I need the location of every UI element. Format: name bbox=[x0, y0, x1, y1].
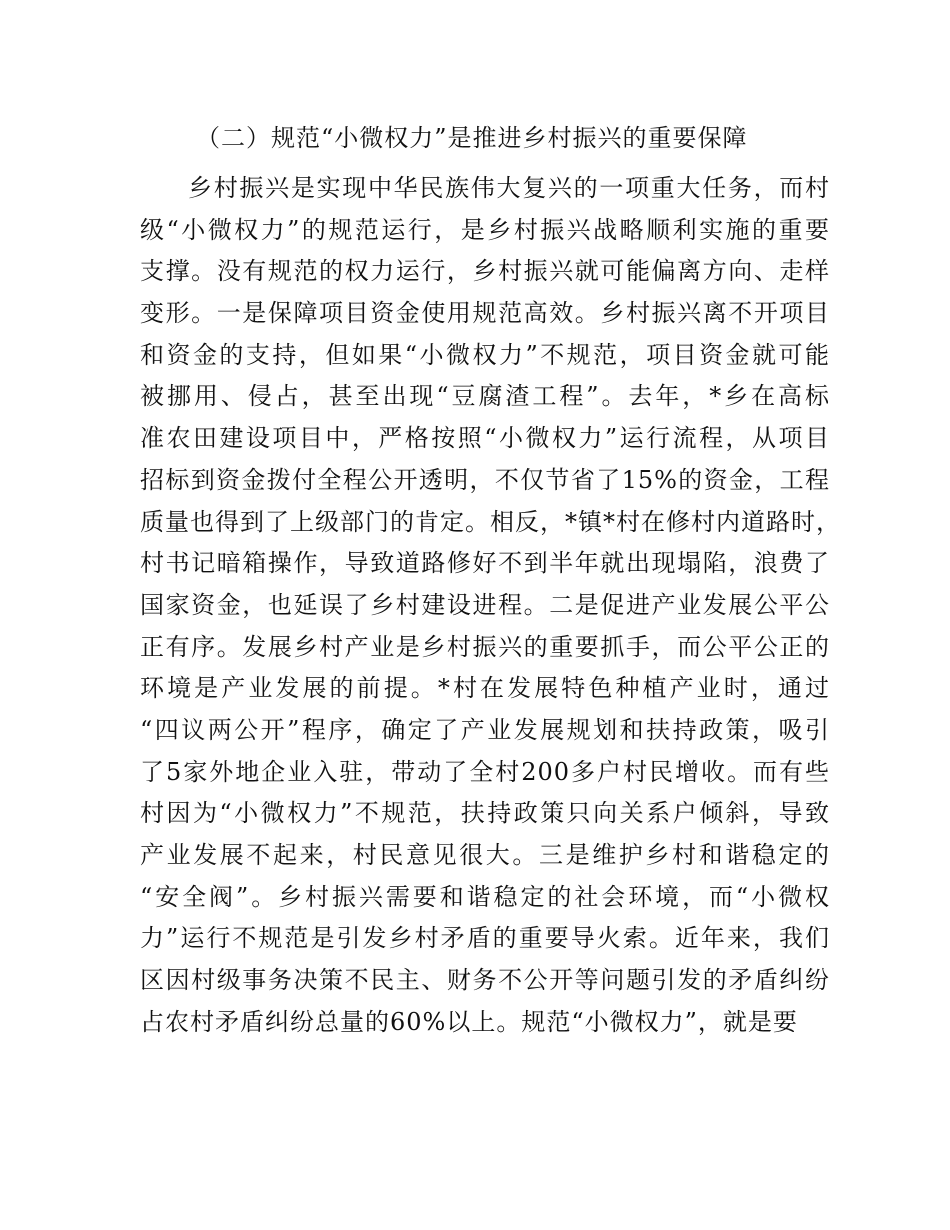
paragraph-line: 招标到资金拨付全程公开透明，不仅节省了15%的资金，工程 bbox=[140, 465, 830, 494]
paragraph-line: 正有序。发展乡村产业是乡村振兴的重要抓手，而公平公正的 bbox=[140, 632, 830, 661]
paragraph-line: 乡村振兴是实现中华民族伟大复兴的一项重大任务，而村 bbox=[188, 174, 830, 202]
paragraph-line: 区因村级事务决策不民主、财务不公开等问题引发的矛盾纠纷 bbox=[140, 966, 830, 995]
paragraph-line: 准农田建设项目中，严格按照“小微权力”运行流程，从项目 bbox=[140, 424, 830, 453]
paragraph-line: 级“小微权力”的规范运行，是乡村振兴战略顺利实施的重要 bbox=[140, 215, 830, 244]
paragraph-line: “安全阀”。乡村振兴需要和谐稳定的社会环境，而“小微权 bbox=[140, 882, 830, 911]
paragraph-line: “四议两公开”程序，确定了产业发展规划和扶持政策，吸引 bbox=[140, 715, 830, 744]
paragraph-line: 变形。一是保障项目资金使用规范高效。乡村振兴离不开项目 bbox=[140, 299, 830, 328]
paragraph-line: 和资金的支持，但如果“小微权力”不规范，项目资金就可能 bbox=[140, 340, 830, 369]
paragraph-line: 支撑。没有规范的权力运行，乡村振兴就可能偏离方向、走样 bbox=[140, 257, 830, 286]
paragraph-line: 力”运行不规范是引发乡村矛盾的重要导火索。近年来，我们 bbox=[140, 924, 830, 953]
paragraph-line: 占农村矛盾纠纷总量的60%以上。规范“小微权力”，就是要 bbox=[140, 1007, 798, 1036]
paragraph-line: 村因为“小微权力”不规范，扶持政策只向关系户倾斜，导致 bbox=[140, 799, 830, 828]
paragraph-line: 被挪用、侵占，甚至出现“豆腐渣工程”。去年，*乡在高标 bbox=[140, 382, 830, 411]
paragraph-line: 环境是产业发展的前提。*村在发展特色种植产业时，通过 bbox=[140, 674, 830, 703]
body-paragraph bbox=[140, 168, 841, 1043]
paragraph-line: 质量也得到了上级部门的肯定。相反，*镇*村在修村内道路时， bbox=[140, 507, 841, 536]
section-heading: （二）规范“小微权力”是推进乡村振兴的重要保障 bbox=[196, 124, 748, 152]
paragraph-line: 了5家外地企业入驻，带动了全村200多户村民增收。而有些 bbox=[140, 757, 830, 786]
paragraph-line: 产业发展不起来，村民意见很大。三是维护乡村和谐稳定的 bbox=[140, 841, 830, 869]
paragraph-line: 村书记暗箱操作，导致道路修好不到半年就出现塌陷，浪费了 bbox=[140, 549, 830, 578]
paragraph-line: 国家资金，也延误了乡村建设进程。二是促进产业发展公平公 bbox=[140, 590, 830, 619]
